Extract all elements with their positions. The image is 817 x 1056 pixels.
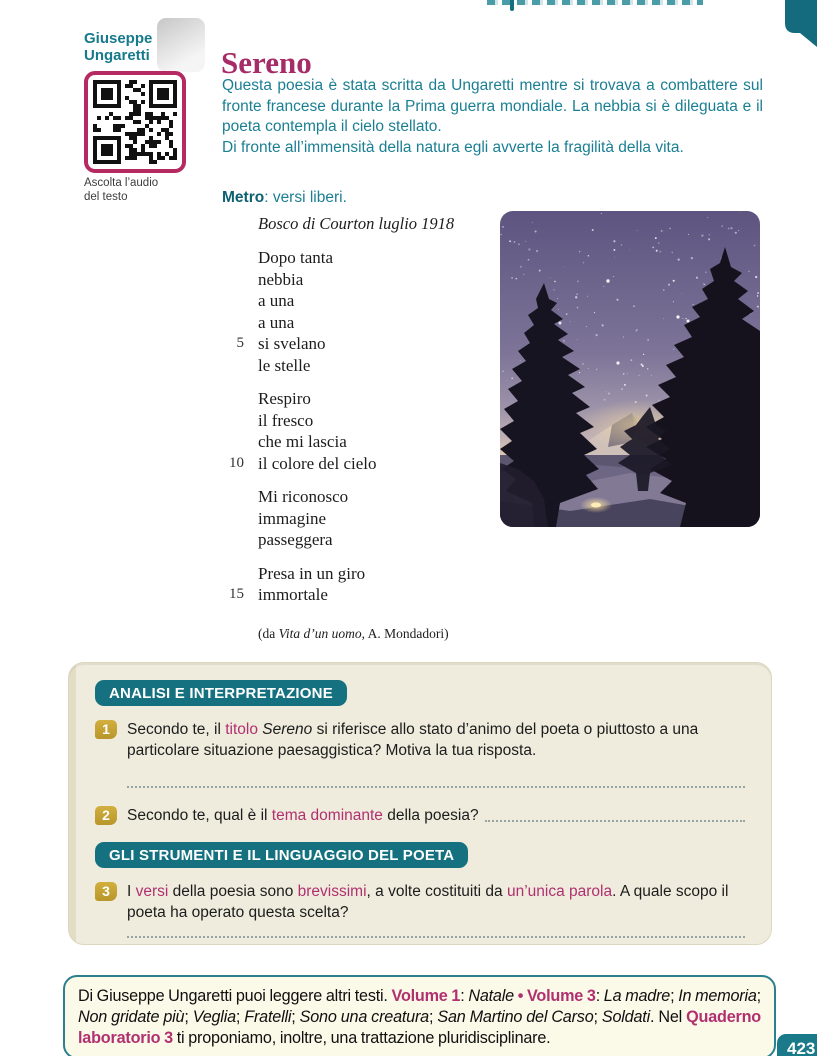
answer-line-2 xyxy=(485,805,745,822)
poem xyxy=(214,214,494,642)
question-2 xyxy=(95,805,745,826)
question-3-text: I versi della poesia sono brevissimi, a volte costituiti da un’unica parola. A quale scopo il poeta ha operato questa scelta? xyxy=(127,883,729,921)
source-prefix: (da xyxy=(258,625,279,641)
audio-caption-line2: del testo xyxy=(84,190,128,203)
author-first-name: Giuseppe xyxy=(84,30,153,47)
qr-code-icon xyxy=(93,80,177,164)
qr-code xyxy=(84,71,186,173)
question-1-number: 1 xyxy=(95,720,117,739)
intro-para1: Questa poesia è stata scritta da Ungaretti mentre si trovava a combattere sul fronte francese durante la Prima guerra mondiale. La nebbia si è dileguata e il poeta contempla il cielo stellato. xyxy=(222,77,763,135)
corner-bookmark-tab xyxy=(785,0,817,48)
metro-line xyxy=(222,189,347,207)
section-heading-strumenti: GLI STRUMENTI E IL LINGUAGGIO DEL POETA xyxy=(95,842,468,868)
question-3-number: 3 xyxy=(95,882,117,901)
page-curl-tab xyxy=(157,18,205,72)
clipped-header-text-fragment xyxy=(487,0,703,5)
intro-para2: Di fronte all’immensità della natura egli avverte la fragilità della vita. xyxy=(222,138,684,156)
question-1-text: Secondo te, il titolo Sereno si riferisce allo stato d’animo del poeta o piuttosto a una particolare situazione paesaggistica? Motiva la tua risposta. xyxy=(127,721,699,759)
question-2-text: Secondo te, qual è il tema dominante della poesia? xyxy=(127,807,479,824)
page-number-badge: 423 xyxy=(777,1034,817,1056)
poem-source xyxy=(258,626,494,642)
metro-value: : versi liberi. xyxy=(264,189,347,206)
question-1 xyxy=(95,719,745,761)
analysis-box xyxy=(68,662,772,945)
clipped-letter-descender xyxy=(510,0,514,11)
question-2-number: 2 xyxy=(95,806,117,825)
poem-title: Sereno xyxy=(221,44,312,80)
starry-night-photo xyxy=(500,211,760,527)
section-heading-analisi: ANALISI E INTERPRETAZIONE xyxy=(95,680,347,706)
answer-line-1 xyxy=(127,785,745,788)
audio-caption xyxy=(84,177,158,204)
intro-paragraph xyxy=(222,76,763,158)
metro-label: Metro xyxy=(222,189,265,206)
source-suffix: , A. Mondadori) xyxy=(361,625,449,641)
author-name xyxy=(84,30,152,64)
answer-line-3 xyxy=(127,935,745,938)
poem-stanzas: Dopo tanta nebbia a una a una 5 si svelano le stelle Respiro il fresco che mi lascia 10 il colore del cielo Mi riconosco immagine passeggera Presa in un giro 15 immortale xyxy=(229,248,377,604)
cross-reference-box: Di Giuseppe Ungaretti puoi leggere altri testi. Volume 1: Natale • Volume 3: La madre; In memoria; Non gridate più; Veglia; Fratelli; Sono una creatura; San Martino del Carso; Soldati. Nel Quaderno laboratorio 3 ti proponiamo, inoltre, una trattazione pluridisciplinare. xyxy=(63,975,776,1056)
question-2-text-wrap xyxy=(127,805,745,826)
question-3 xyxy=(95,881,745,923)
source-title: Vita d’un uomo xyxy=(278,625,362,641)
author-last-name: Ungaretti xyxy=(84,47,150,64)
poem-epigraph: Bosco di Courton luglio 1918 xyxy=(258,214,455,233)
audio-caption-line1: Ascolta l’audio xyxy=(84,177,159,189)
